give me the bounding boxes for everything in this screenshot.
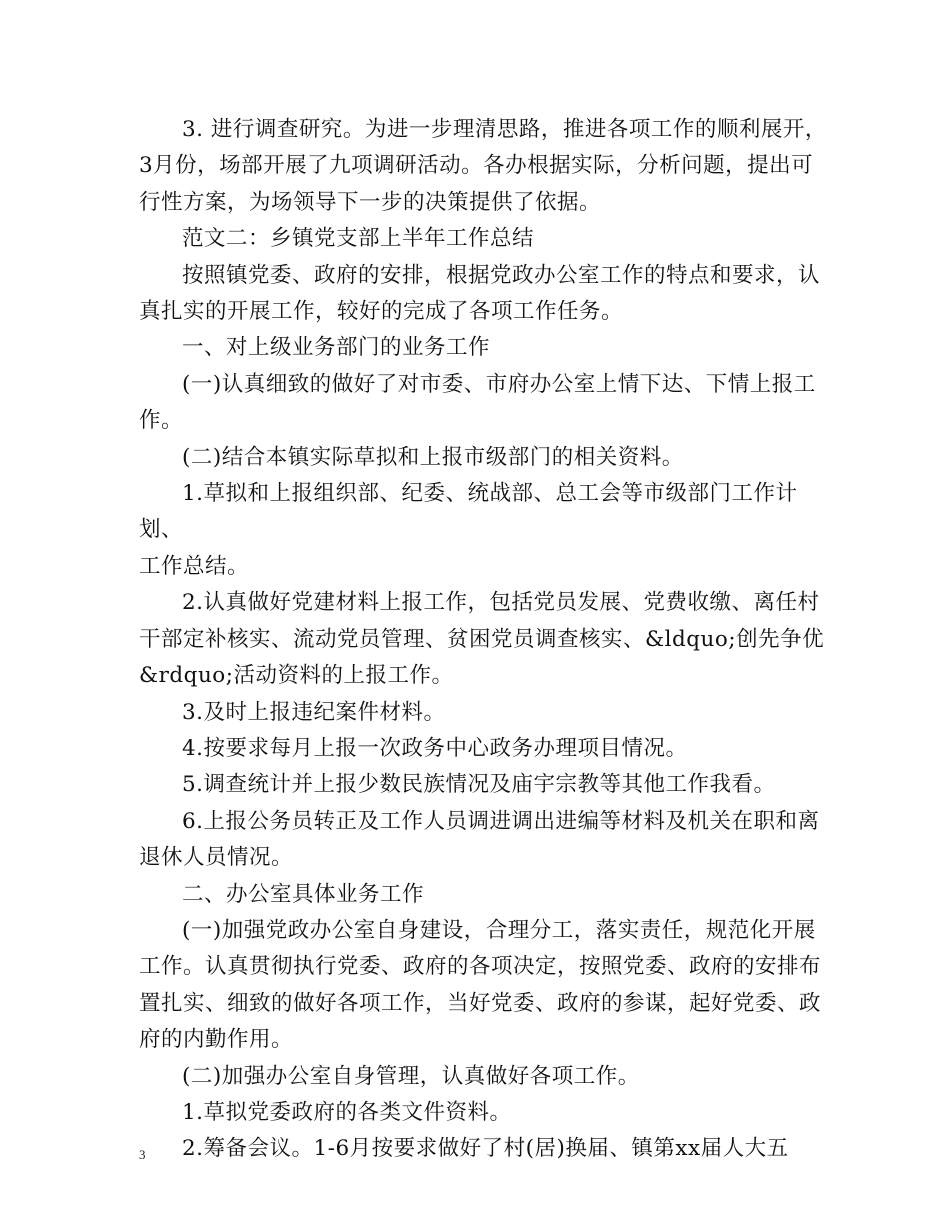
text-line: (一)认真细致的做好了对市委、市府办公室上情下达、下情上报工 xyxy=(182,371,816,397)
paragraph xyxy=(139,1059,839,1095)
paragraph xyxy=(139,367,839,440)
text-line: 二、办公室具体业务工作 xyxy=(182,881,425,907)
text-line: &rdquo;活动资料的上报工作。 xyxy=(139,663,454,689)
paragraph xyxy=(139,695,839,731)
text-line: 府的内勤作用。 xyxy=(139,1027,294,1053)
text-line: 作。 xyxy=(139,408,184,434)
paragraph xyxy=(139,1131,839,1167)
text-line: (二)结合本镇实际草拟和上报市级部门的相关资料。 xyxy=(182,444,684,470)
paragraph xyxy=(139,585,839,694)
text-line: (一)加强党政办公室自身建设，合理分工，落实责任，规范化开展 xyxy=(182,917,816,943)
text-line: 干部定补核实、流动党员管理、贫困党员调查核实、&ldquo;创先争优 xyxy=(139,626,825,652)
paragraph xyxy=(139,877,839,913)
text-line: 真扎实的开展工作，较好的完成了各项工作任务。 xyxy=(139,299,624,325)
paragraph xyxy=(139,330,839,366)
text-line: 4.按要求每月上报一次政务中心政务办理项目情况。 xyxy=(182,735,688,761)
paragraph xyxy=(139,731,839,767)
page-number: 3 xyxy=(139,1147,146,1162)
paragraph xyxy=(139,440,839,476)
text-line: 6.上报公务员转正及工作人员调进调出进编等材料及机关在职和离 xyxy=(182,808,820,834)
text-line: 2.认真做好党建材料上报工作，包括党员发展、党费收缴、离任村 xyxy=(182,590,820,616)
text-line: 3. 进行调查研究。为进一步理清思路，推进各项工作的顺利展开， xyxy=(182,117,827,142)
text-line: (二)加强办公室自身管理，认真做好各项工作。 xyxy=(182,1063,640,1089)
text-line: 工作总结。 xyxy=(139,553,250,579)
text-line: 工作。认真贯彻执行党委、政府的各项决定，按照党委、政府的安排布 xyxy=(139,954,822,980)
paragraph xyxy=(139,804,839,877)
text-line: 1.草拟党委政府的各类文件资料。 xyxy=(182,1099,512,1125)
paragraph xyxy=(139,258,839,331)
paragraph xyxy=(139,476,839,585)
paragraph xyxy=(139,1095,839,1131)
paragraph xyxy=(139,112,839,221)
text-line: 置扎实、细致的做好各项工作，当好党委、政府的参谋，起好党委、政 xyxy=(139,990,822,1016)
text-line: 范文二：乡镇党支部上半年工作总结 xyxy=(182,226,535,252)
paragraph xyxy=(139,221,839,257)
text-line: 3月份，场部开展了九项调研活动。各办根据实际，分析问题，提出可 xyxy=(139,153,814,179)
text-line: 1.草拟和上报组织部、纪委、统战部、总工会等市级部门工作计划、 xyxy=(139,481,798,543)
text-line: 5.调查统计并上报少数民族情况及庙宇宗教等其他工作我看。 xyxy=(182,772,776,798)
text-line: 一、对上级业务部门的业务工作 xyxy=(182,335,491,361)
text-line: 行性方案，为场领导下一步的决策提供了依据。 xyxy=(139,189,602,215)
document-body xyxy=(139,112,839,1168)
paragraph xyxy=(139,767,839,803)
text-line: 2.筹备会议。1-6月按要求做好了村(居)换届、镇第xx届人大五 xyxy=(182,1136,789,1162)
text-line: 退休人员情况。 xyxy=(139,845,294,871)
paragraph xyxy=(139,913,839,1059)
text-line: 按照镇党委、政府的安排，根据党政办公室工作的特点和要求，认 xyxy=(182,262,821,288)
text-line: 3.及时上报违纪案件材料。 xyxy=(182,699,446,725)
